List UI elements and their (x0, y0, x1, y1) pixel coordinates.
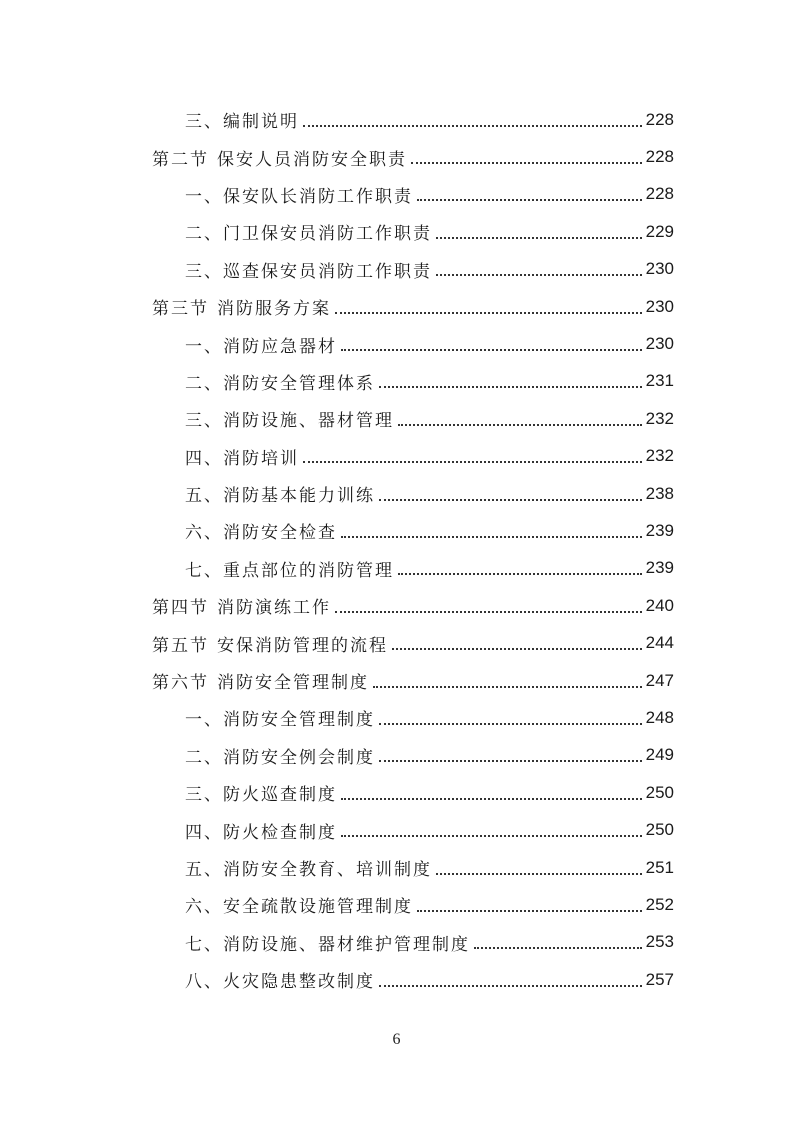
toc-entry-number: 五、 (185, 486, 223, 507)
toc-entry-title: 消防安全例会制度 (223, 747, 375, 768)
toc-entry-number: 五、 (185, 860, 223, 880)
toc-entry-number: 二、 (185, 373, 223, 394)
toc-entry[interactable] (152, 325, 674, 362)
toc-entry[interactable] (152, 138, 674, 175)
toc-entry-title: 安保消防管理的流程 (217, 635, 388, 656)
toc-entry-page: 240 (645, 595, 674, 615)
dot-leader (398, 558, 642, 578)
toc-entry[interactable] (152, 550, 674, 587)
toc-entry-page: 232 (645, 446, 674, 466)
toc-entry[interactable] (152, 176, 674, 213)
toc-entry-page: 252 (645, 894, 674, 914)
toc-entry-number: 一、 (185, 186, 223, 207)
toc-entry-number: 六、 (185, 523, 223, 544)
dot-leader (436, 259, 642, 279)
toc-entry[interactable] (152, 438, 674, 475)
toc-entry[interactable] (152, 213, 674, 250)
dot-leader (303, 446, 642, 466)
toc-entry[interactable] (152, 699, 674, 736)
toc-entry-page: 239 (645, 558, 674, 578)
toc-entry[interactable] (152, 288, 674, 325)
toc-entry-number: 第六节 (152, 673, 209, 694)
toc-entry-title: 消防安全检查 (223, 523, 337, 544)
toc-entry-number: 八、 (185, 972, 223, 993)
toc-entry-number: 三、 (185, 112, 223, 133)
dot-leader (398, 409, 642, 429)
toc-entry-page: 230 (645, 296, 674, 316)
dot-leader (436, 858, 642, 878)
toc-entry-page: 250 (645, 820, 674, 840)
toc-entry-number: 四、 (185, 822, 223, 843)
toc-entry-page: 257 (645, 969, 674, 989)
toc-entry-title: 防火检查制度 (223, 822, 337, 843)
toc-entry-number: 三、 (185, 261, 223, 282)
dot-leader (474, 932, 642, 952)
toc-entry-page: 251 (645, 857, 674, 877)
toc-entry[interactable] (152, 886, 674, 923)
toc-entry[interactable] (152, 849, 674, 886)
table-of-contents (152, 101, 674, 998)
toc-entry[interactable] (152, 737, 674, 774)
toc-entry-number: 七、 (185, 560, 223, 581)
toc-entry-number: 第四节 (152, 598, 209, 619)
toc-entry-page: 230 (645, 259, 674, 279)
toc-entry-number: 七、 (185, 934, 223, 955)
toc-entry-number: 二、 (185, 747, 223, 768)
toc-entry[interactable] (152, 662, 674, 699)
toc-entry-title: 编制说明 (223, 112, 299, 133)
toc-entry-number: 第三节 (152, 299, 209, 320)
dot-leader (417, 184, 642, 204)
toc-entry-page: 253 (645, 932, 674, 952)
toc-entry-title: 火灾隐患整改制度 (223, 972, 375, 993)
toc-entry-page: 228 (645, 147, 674, 167)
dot-leader (341, 521, 642, 541)
dot-leader (379, 371, 642, 391)
toc-entry-page: 249 (645, 745, 674, 765)
toc-entry[interactable] (152, 961, 674, 998)
dot-leader (392, 633, 642, 653)
dot-leader (373, 671, 642, 691)
toc-entry-title: 消防安全管理体系 (223, 373, 375, 394)
toc-entry-title: 消防基本能力训练 (223, 486, 375, 507)
toc-entry[interactable] (152, 774, 674, 811)
toc-entry-number: 第五节 (152, 635, 209, 656)
toc-entry-number: 三、 (185, 411, 223, 432)
dot-leader (379, 745, 642, 765)
toc-entry[interactable] (152, 363, 674, 400)
dot-leader (379, 708, 642, 728)
dot-leader (341, 334, 642, 354)
toc-entry-number: 一、 (185, 336, 223, 357)
toc-entry[interactable] (152, 251, 674, 288)
dot-leader (335, 596, 642, 616)
toc-entry-page: 247 (645, 670, 674, 690)
toc-entry-title: 保安人员消防安全职责 (217, 149, 407, 170)
toc-entry-page: 230 (645, 334, 674, 354)
dot-leader (341, 820, 642, 840)
toc-entry[interactable] (152, 400, 674, 437)
toc-entry-number: 二、 (185, 224, 223, 245)
toc-entry-page: 238 (645, 483, 674, 503)
toc-entry-page: 232 (645, 408, 674, 428)
toc-entry-title: 消防培训 (223, 448, 299, 469)
toc-entry[interactable] (152, 811, 674, 848)
dot-leader (341, 783, 642, 803)
toc-entry-title: 门卫保安员消防工作职责 (223, 224, 432, 245)
dot-leader (335, 297, 642, 317)
toc-entry-title: 消防安全管理制度 (217, 673, 369, 694)
dot-leader (379, 970, 642, 990)
toc-entry-number: 第二节 (152, 149, 209, 170)
dot-leader (303, 110, 642, 130)
dot-leader (417, 895, 642, 915)
toc-entry-number: 四、 (185, 448, 223, 469)
toc-entry-title: 安全疏散设施管理制度 (223, 897, 413, 918)
toc-entry-title: 消防设施、器材管理 (223, 411, 394, 432)
toc-entry-title: 消防演练工作 (217, 598, 331, 619)
dot-leader (436, 222, 642, 242)
toc-entry-title: 巡查保安员消防工作职责 (223, 261, 432, 282)
dot-leader (411, 147, 642, 167)
toc-entry-page: 229 (645, 221, 674, 241)
toc-entry-page: 228 (645, 184, 674, 204)
toc-entry-page: 231 (645, 371, 674, 391)
toc-entry[interactable] (152, 475, 674, 512)
toc-entry-number: 六、 (185, 897, 223, 918)
toc-entry-title: 消防应急器材 (223, 336, 337, 357)
toc-entry-title: 消防安全管理制度 (223, 710, 375, 731)
toc-entry-title: 防火巡查制度 (223, 785, 337, 806)
toc-entry-title: 消防服务方案 (217, 299, 331, 320)
toc-entry-title: 重点部位的消防管理 (223, 560, 394, 581)
toc-entry-number: 三、 (185, 785, 223, 806)
toc-entry[interactable] (152, 512, 674, 549)
toc-entry-title: 保安队长消防工作职责 (223, 186, 413, 207)
dot-leader (379, 484, 642, 504)
toc-entry[interactable] (152, 924, 674, 961)
toc-entry-page: 228 (645, 109, 674, 129)
toc-entry-page: 248 (645, 707, 674, 727)
toc-entry[interactable] (152, 624, 674, 661)
toc-entry-title: 消防设施、器材维护管理制度 (223, 934, 470, 955)
toc-entry[interactable] (152, 587, 674, 624)
toc-entry-title: 消防安全教育、培训制度 (223, 860, 432, 880)
toc-entry-page: 250 (645, 782, 674, 802)
toc-entry-number: 一、 (185, 710, 223, 731)
toc-entry-page: 239 (645, 520, 674, 540)
toc-entry[interactable] (152, 101, 674, 138)
toc-entry-page: 244 (645, 633, 674, 653)
page-number: 6 (392, 1031, 401, 1048)
